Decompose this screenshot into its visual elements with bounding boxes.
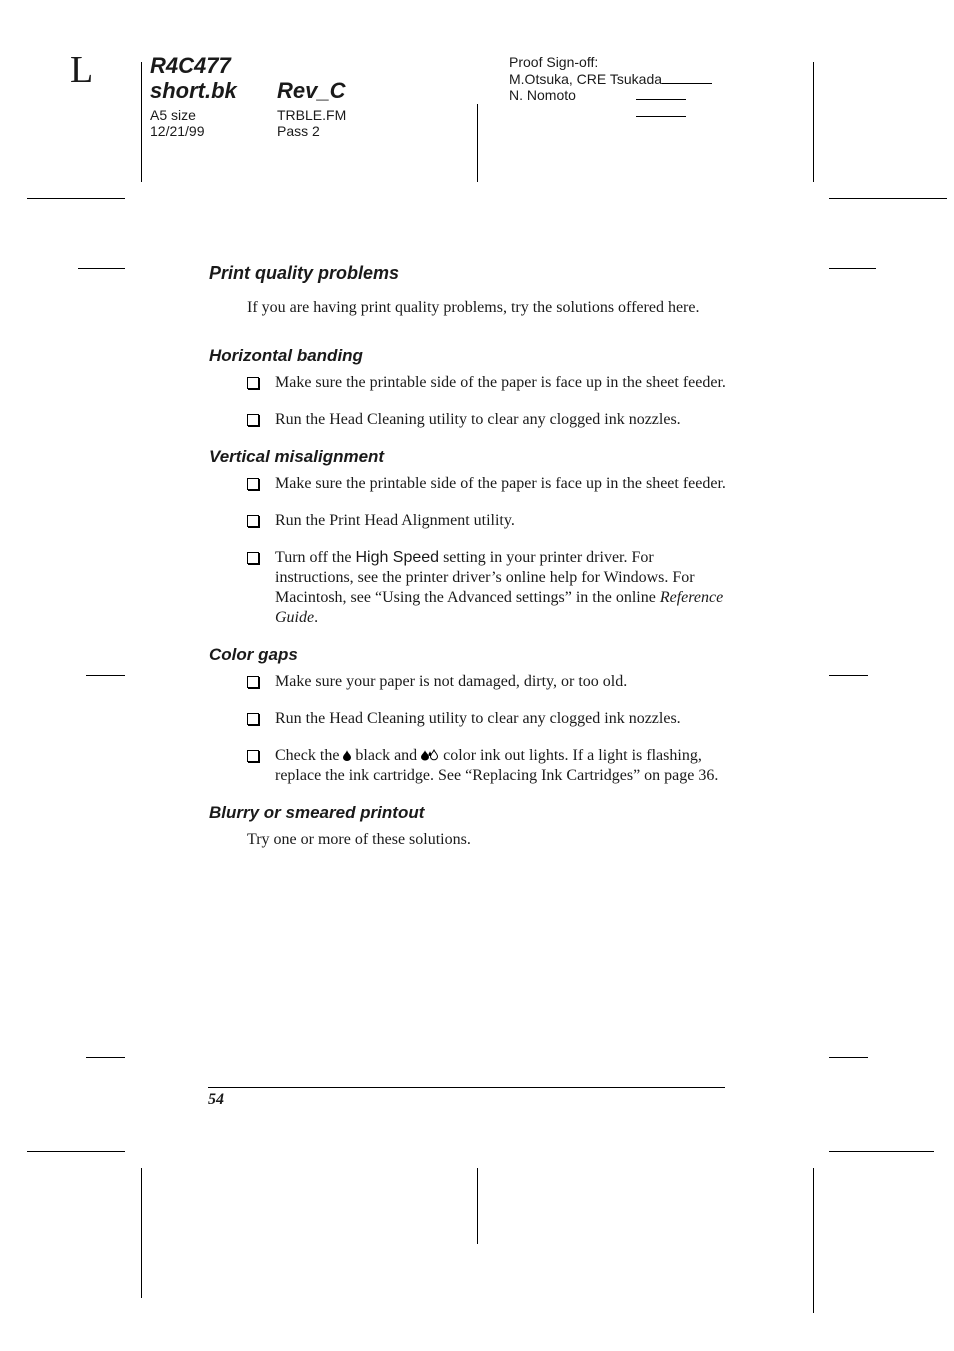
- proof-line-2: N. Nomoto: [509, 87, 712, 104]
- section-vertical-misalignment: [209, 447, 729, 628]
- doc-code: R4C477: [150, 53, 231, 78]
- crop-mark: [86, 675, 125, 676]
- checkbox-bullet-icon: [247, 478, 259, 490]
- book-name: short.bk: [150, 78, 237, 103]
- main-content: [209, 262, 729, 878]
- section-heading: Color gaps: [209, 645, 298, 664]
- setting-name: High Speed: [355, 549, 440, 566]
- section-blurry-printout: [209, 803, 729, 850]
- date: 12/21/99: [150, 123, 205, 139]
- list-item: Run the Head Cleaning utility to clear any clogged ink nozzles.: [209, 709, 729, 729]
- footer-rule: [208, 1087, 725, 1088]
- checkbox-bullet-icon: [247, 552, 259, 564]
- corner-letter: L: [70, 49, 94, 91]
- checkbox-bullet-icon: [247, 414, 259, 426]
- guide-title: Reference Guide: [275, 589, 724, 626]
- list-item: Run the Print Head Alignment utility.: [209, 511, 729, 531]
- checkbox-bullet-icon: [247, 515, 259, 527]
- crop-mark: [829, 268, 876, 269]
- section-heading: Vertical misalignment: [209, 447, 385, 466]
- list-item: Make sure the printable side of the paper is face up in the sheet feeder.: [209, 474, 729, 494]
- revision: Rev_C: [277, 78, 346, 103]
- pass: Pass 2: [277, 123, 320, 139]
- crop-mark: [829, 1057, 868, 1058]
- crop-mark: [477, 1168, 478, 1244]
- list-item: Turn off the High Speed setting in your printer driver. For instructions, see the printer driver’s online help for Windows. For Macintosh, see “Using the Advanced settings” in the online Reference Guide.: [209, 548, 729, 628]
- proof-signoff: [509, 54, 712, 120]
- page-number: 54: [208, 1091, 224, 1108]
- crop-mark: [813, 62, 814, 182]
- crop-mark: [829, 198, 947, 199]
- crop-mark: [813, 1168, 814, 1313]
- proof-title: Proof Sign-off:: [509, 54, 599, 70]
- section-heading: Blurry or smeared printout: [209, 803, 425, 822]
- crop-mark: [78, 268, 125, 269]
- list-item: Run the Head Cleaning utility to clear any clogged ink nozzles.: [209, 410, 729, 430]
- crop-mark: [477, 104, 478, 182]
- section-color-gaps: [209, 645, 729, 786]
- signature-blank: [636, 87, 686, 100]
- crop-mark: [86, 1057, 125, 1058]
- signature-blank: [636, 104, 686, 117]
- color-ink-drops-icon: [421, 749, 439, 761]
- list-item: Check the black and color ink out lights. If a light is flashing, replace the ink cartridge. See “Replacing Ink Cartridges” on page 36.: [209, 746, 729, 786]
- list-item: Make sure the printable side of the paper is face up in the sheet feeder.: [209, 373, 729, 393]
- intro-paragraph: If you are having print quality problems, try the solutions offered here.: [247, 299, 700, 316]
- list-item: Make sure your paper is not damaged, dirty, or too old.: [209, 672, 729, 692]
- checkbox-bullet-icon: [247, 713, 259, 725]
- checkbox-bullet-icon: [247, 377, 259, 389]
- crop-mark: [27, 1151, 125, 1152]
- page-title: Print quality problems: [209, 263, 400, 283]
- crop-mark: [829, 675, 868, 676]
- proof-line-3: [509, 104, 712, 121]
- crop-mark: [27, 198, 125, 199]
- section-heading: Horizontal banding: [209, 346, 363, 365]
- page-size: A5 size: [150, 107, 196, 123]
- crop-mark: [141, 1168, 142, 1298]
- checkbox-bullet-icon: [247, 750, 259, 762]
- signature-blank: [662, 71, 712, 84]
- section-text: Try one or more of these solutions.: [247, 831, 471, 848]
- crop-mark: [141, 62, 142, 182]
- section-horizontal-banding: [209, 346, 729, 430]
- crop-mark: [829, 1151, 934, 1152]
- proof-line-1: M.Otsuka, CRE Tsukada: [509, 71, 712, 88]
- checkbox-bullet-icon: [247, 676, 259, 688]
- file-name: TRBLE.FM: [277, 107, 347, 123]
